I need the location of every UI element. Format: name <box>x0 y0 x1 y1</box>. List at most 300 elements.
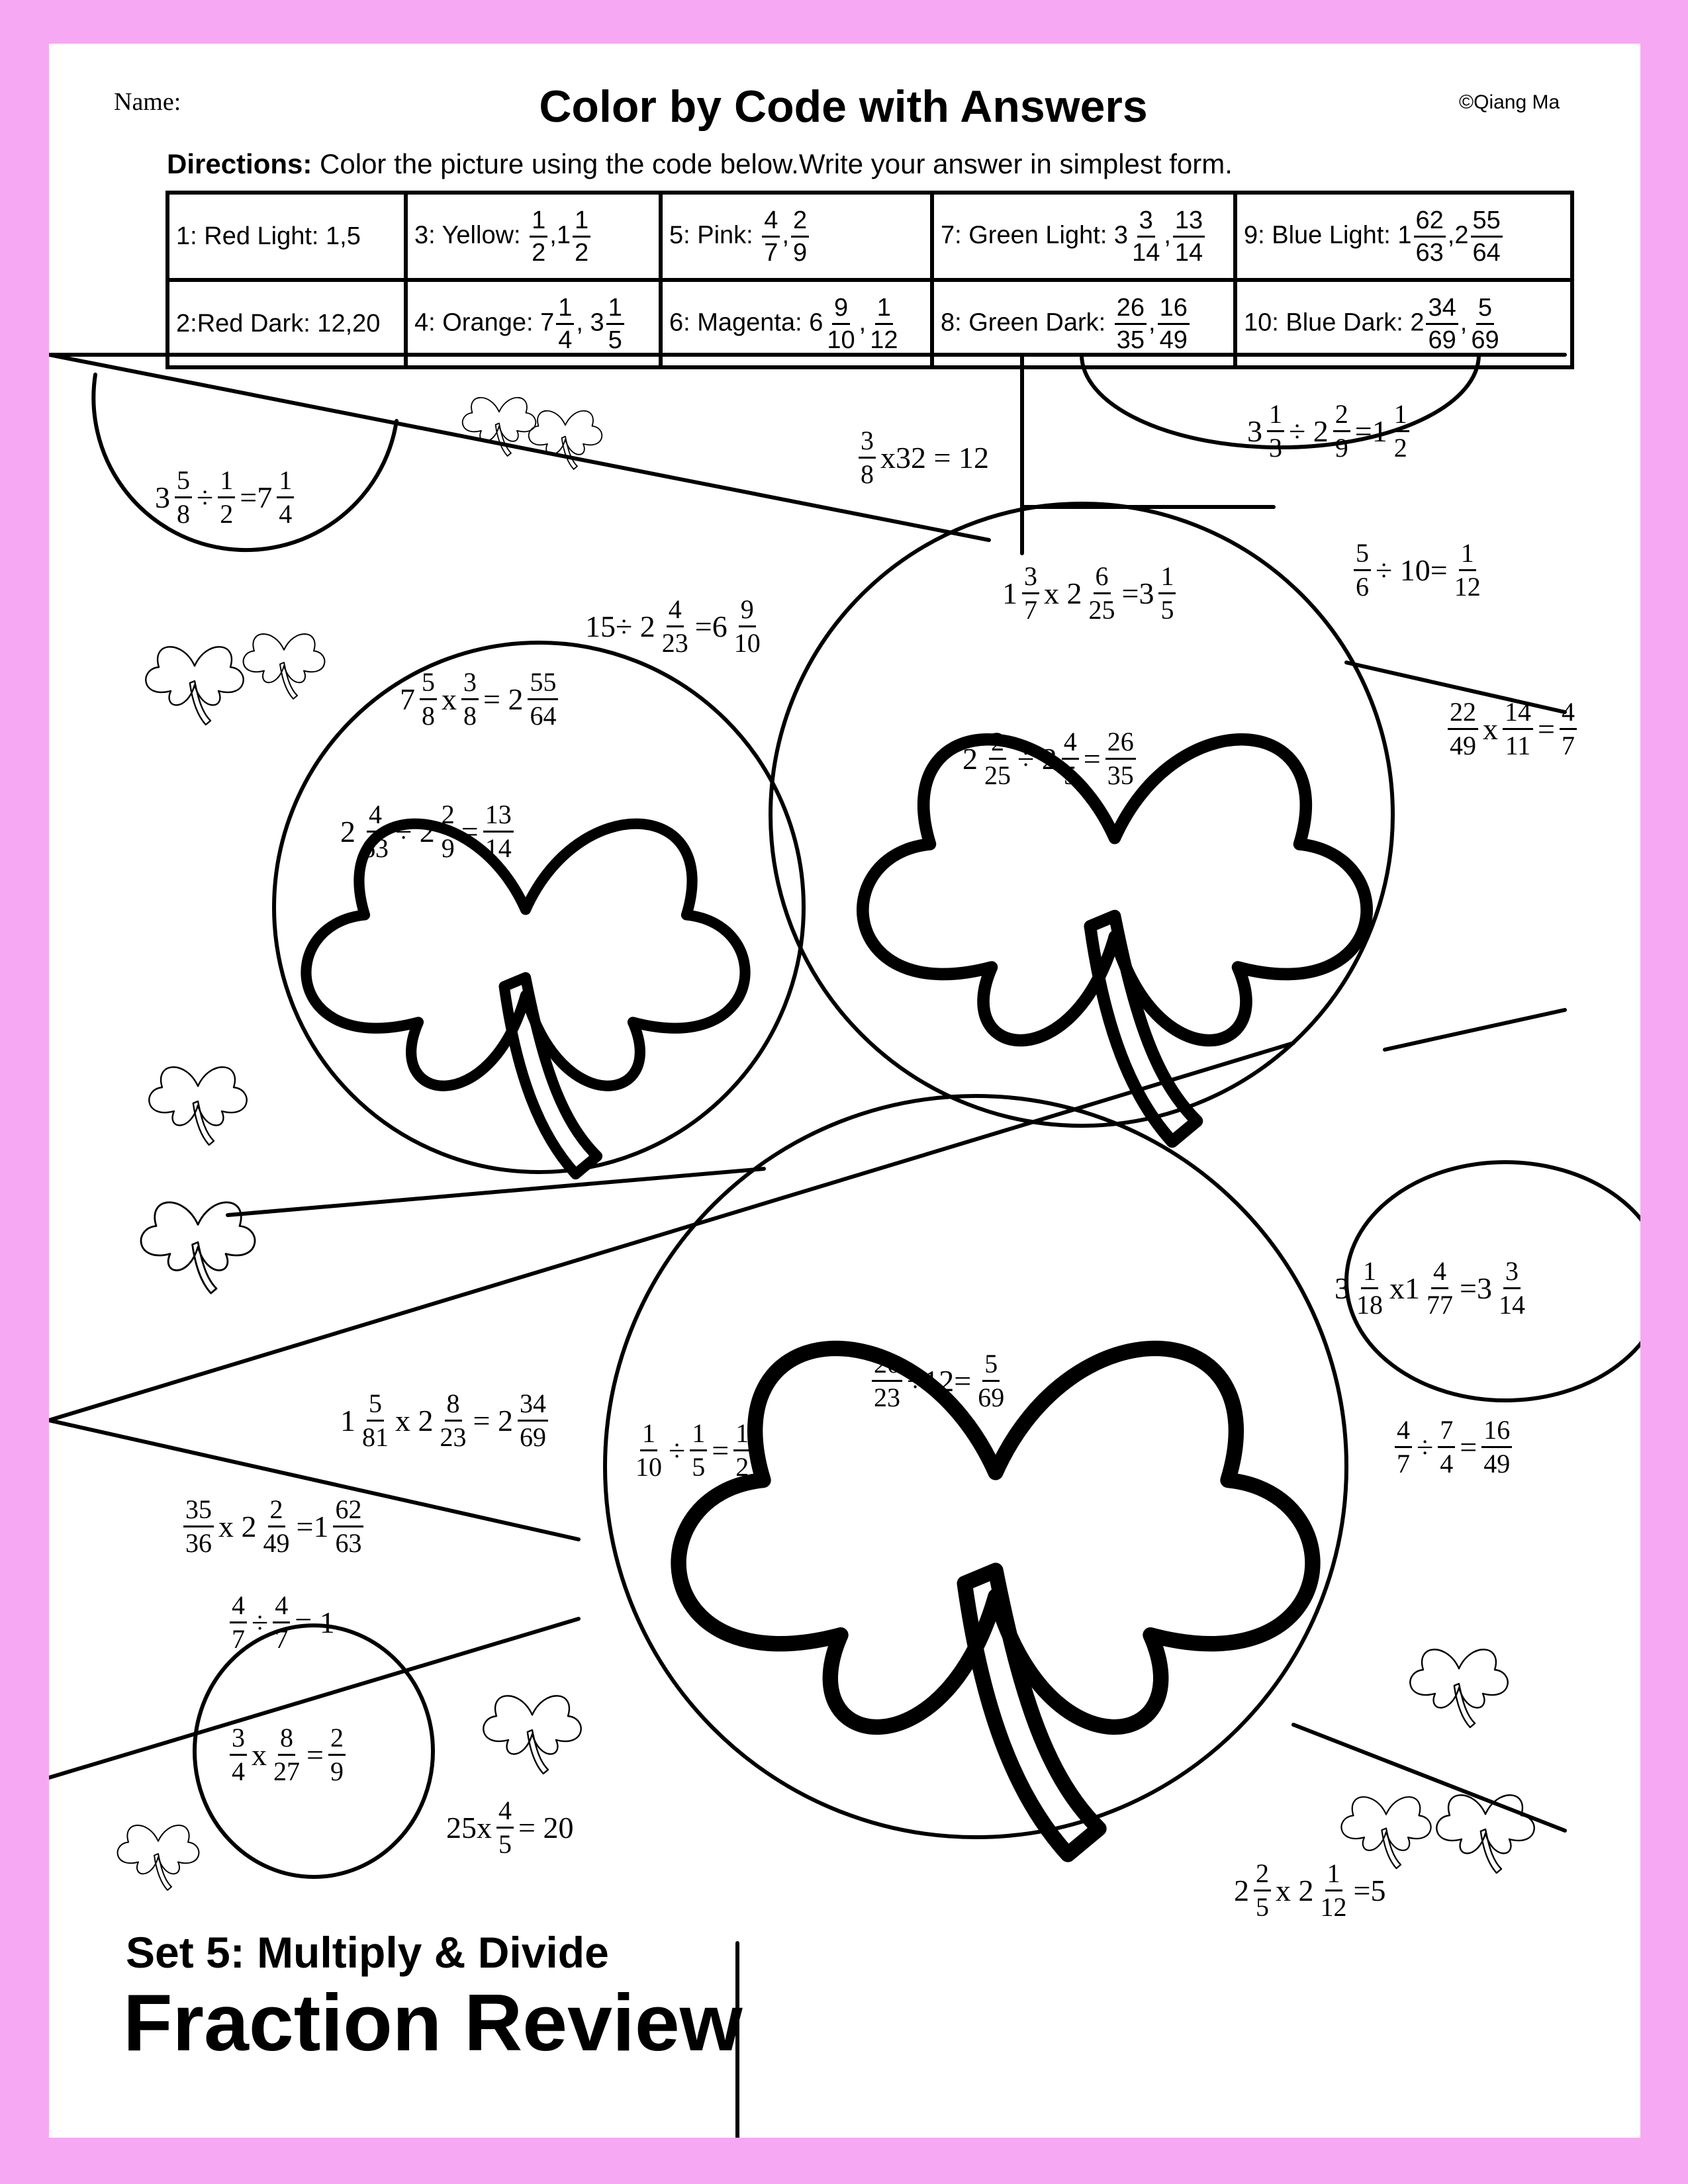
equation <box>340 801 516 862</box>
equation <box>1247 401 1411 461</box>
numerator: 4 <box>1560 699 1577 730</box>
equation-text: ÷ <box>669 1433 686 1467</box>
numerator: 2 <box>268 1496 285 1527</box>
numerator: 4 <box>762 208 780 238</box>
denominator: 12 <box>870 326 898 354</box>
code-label: 4: Orange: 7 <box>414 308 555 337</box>
code-cell <box>661 280 932 367</box>
equation-text: = <box>1538 712 1555 746</box>
fraction <box>496 1797 514 1858</box>
fraction <box>1452 540 1483 600</box>
denominator: 69 <box>1471 326 1499 354</box>
fraction <box>1267 401 1284 461</box>
code-sep: ,1 <box>549 221 571 250</box>
equation-text: ÷12= <box>907 1364 972 1398</box>
equation-text: = <box>461 815 479 848</box>
denominator: 9 <box>441 833 455 863</box>
equation <box>400 669 560 729</box>
denominator: 4 <box>279 499 293 529</box>
numerator: 4 <box>367 801 384 833</box>
denominator: 64 <box>530 701 557 731</box>
denominator: 5 <box>1063 760 1077 790</box>
equation-text: ÷ <box>252 1606 269 1639</box>
denominator: 23 <box>440 1422 467 1452</box>
numerator: 4 <box>1062 729 1079 760</box>
numerator: 62 <box>333 1496 363 1527</box>
denominator: 2 <box>574 238 589 267</box>
equation-text: 3 <box>1247 414 1262 448</box>
equation <box>1002 563 1178 623</box>
code-cell <box>932 193 1235 280</box>
denominator: 69 <box>519 1422 546 1452</box>
equation-text: ÷ 10= <box>1376 553 1448 587</box>
denominator: 9 <box>793 238 808 267</box>
equation-text: x 2 <box>1044 576 1082 610</box>
equation-text: =5 <box>1353 1874 1386 1907</box>
fraction <box>1426 295 1458 353</box>
numerator: 2 <box>1254 1860 1271 1891</box>
equation-text: 1 <box>340 1404 355 1437</box>
denominator: 8 <box>861 459 874 489</box>
equation <box>1335 1258 1529 1318</box>
small-shamrock <box>483 1696 581 1774</box>
denominator: 49 <box>1483 1449 1511 1479</box>
denominator: 9 <box>1335 433 1348 463</box>
equation-text: x <box>252 1738 267 1772</box>
numerator: 1 <box>556 295 574 325</box>
numerator: 55 <box>528 669 558 700</box>
code-cell <box>1235 193 1572 280</box>
code-label: 8: Green Dark: <box>941 308 1113 337</box>
denominator: 10 <box>827 326 855 354</box>
equation-text: ÷ 2 <box>395 815 435 848</box>
numerator: 3 <box>1022 563 1039 594</box>
name-label: Name: <box>114 88 181 116</box>
equation <box>340 1390 550 1451</box>
fraction <box>606 295 624 353</box>
denominator: 5 <box>1256 1892 1269 1922</box>
code-label: 3: Yellow: <box>414 221 528 250</box>
denominator: 2 <box>532 238 546 267</box>
numerator: 1 <box>530 208 547 238</box>
numerator: 35 <box>183 1496 214 1527</box>
numerator: 1 <box>218 467 235 498</box>
numerator: 13 <box>1173 208 1205 238</box>
fraction <box>271 1725 302 1785</box>
numerator: 3 <box>461 669 479 700</box>
equation <box>446 1797 573 1858</box>
equation-text: 15÷ 2 <box>585 610 655 643</box>
equation-text: x32 = 12 <box>880 441 989 475</box>
set-title: Set 5: Multiply & Divide <box>126 1928 609 1977</box>
fraction <box>530 208 547 265</box>
small-shamrock <box>118 1825 199 1890</box>
directions-label: Directions: <box>167 148 312 179</box>
numerator: 3 <box>1137 208 1155 238</box>
equation-text: = 2 <box>483 682 524 716</box>
numerator: 14 <box>1503 699 1533 730</box>
denominator: 8 <box>422 701 435 731</box>
fraction <box>976 1351 1006 1411</box>
equation-text: x1 <box>1389 1271 1420 1305</box>
fraction <box>1469 295 1501 353</box>
equation-text: 2 <box>962 742 978 776</box>
numerator: 2 <box>791 208 809 238</box>
equation-text: = <box>1460 1430 1477 1464</box>
numerator: 1 <box>606 295 624 325</box>
denominator: 49 <box>1450 731 1476 760</box>
equation-text: = <box>712 1433 729 1467</box>
copyright: ©Qiang Ma <box>1459 91 1560 113</box>
numerator: 1 <box>640 1420 657 1451</box>
numerator: 8 <box>445 1390 462 1422</box>
fraction <box>1022 563 1039 623</box>
fraction <box>440 801 457 862</box>
fraction <box>1105 729 1136 789</box>
denominator: 14 <box>1498 1290 1525 1320</box>
denominator: 8 <box>463 701 477 731</box>
denominator: 10 <box>635 1452 662 1482</box>
denominator: 14 <box>1174 238 1203 267</box>
code-sep: , <box>782 221 789 250</box>
fraction <box>1319 1860 1349 1921</box>
main-title: Fraction Review <box>123 1978 743 2068</box>
fraction <box>633 1420 664 1480</box>
equation <box>1234 1860 1385 1921</box>
equation-text: x 2 <box>395 1404 434 1437</box>
fraction <box>872 1351 902 1411</box>
numerator: 5 <box>982 1351 1000 1382</box>
code-cell <box>406 193 661 280</box>
equation-text: 7 <box>400 682 415 716</box>
equation <box>962 729 1138 789</box>
denominator: 4 <box>1440 1449 1454 1479</box>
denominator: 36 <box>185 1528 212 1558</box>
numerator: 1 <box>1361 1258 1378 1289</box>
shamrock-left <box>306 824 745 1174</box>
numerator: 4 <box>1395 1417 1412 1448</box>
denominator: 63 <box>1415 238 1444 267</box>
small-shamrock <box>146 647 243 725</box>
fraction <box>1481 1417 1512 1477</box>
fraction <box>556 295 574 353</box>
denominator: 4 <box>232 1756 245 1786</box>
code-row <box>167 280 1572 367</box>
numerator: 2 <box>1333 401 1350 432</box>
denominator: 3 <box>1269 433 1282 463</box>
fraction <box>573 208 590 265</box>
fraction <box>1130 208 1162 265</box>
fraction <box>1333 401 1350 461</box>
small-shamrock <box>244 634 325 699</box>
numerator: 34 <box>1426 295 1458 325</box>
denominator: 7 <box>1024 595 1037 625</box>
equation <box>632 1420 753 1480</box>
denominator: 49 <box>263 1528 290 1558</box>
denominator: 25 <box>984 760 1011 790</box>
numerator: 9 <box>739 596 756 627</box>
fraction <box>218 467 235 527</box>
fraction <box>733 1420 751 1480</box>
denominator: 2 <box>220 499 234 529</box>
code-label: 1: Red Light: 1,5 <box>176 222 361 250</box>
denominator: 4 <box>558 326 573 354</box>
numerator: 1 <box>277 467 294 498</box>
equation-text: 2 <box>340 815 355 848</box>
fraction <box>1087 563 1117 623</box>
equation <box>1352 540 1485 600</box>
equation <box>585 596 765 657</box>
denominator: 69 <box>978 1383 1005 1412</box>
fraction <box>1392 401 1409 461</box>
fraction <box>230 1725 247 1785</box>
equation-text: =1 <box>296 1510 329 1543</box>
fraction <box>328 1725 346 1785</box>
shamrock-center <box>863 739 1366 1142</box>
denominator: 7 <box>275 1624 289 1654</box>
equation-text: 2 <box>1234 1874 1249 1907</box>
fraction <box>1158 295 1190 353</box>
equation <box>857 428 989 488</box>
code-label: 5: Pink: <box>669 221 761 250</box>
fraction <box>1438 1417 1455 1477</box>
numerator: 1 <box>1392 401 1409 432</box>
equation-text: x 2 <box>218 1510 257 1543</box>
equation-text: 3 <box>155 480 170 514</box>
fraction <box>1497 1258 1527 1318</box>
numerator: 2 <box>989 729 1006 760</box>
fraction <box>1471 208 1503 265</box>
code-sep: , <box>1149 308 1156 337</box>
code-cell <box>406 280 661 367</box>
equation-text: ÷ 2 <box>1017 742 1057 776</box>
numerator: 26 <box>1115 295 1147 325</box>
fraction <box>1448 699 1478 759</box>
denominator: 49 <box>1159 326 1188 354</box>
fraction <box>230 1592 247 1653</box>
numerator: 3 <box>1503 1258 1521 1289</box>
code-sep: , 3 <box>576 308 604 337</box>
equation-text: x <box>1483 712 1498 746</box>
worksheet-title: Color by Code with Answers <box>539 81 1148 132</box>
fraction <box>333 1496 363 1557</box>
denominator: 7 <box>1397 1449 1410 1479</box>
fraction <box>982 729 1013 789</box>
fraction <box>261 1496 292 1557</box>
denominator: 23 <box>661 628 688 658</box>
equation <box>1393 1417 1514 1477</box>
numerator: 16 <box>1158 295 1190 325</box>
denominator: 64 <box>1472 238 1501 267</box>
fraction <box>420 669 437 729</box>
equation-text: ÷ 2 <box>1289 414 1329 448</box>
numerator: 55 <box>1471 208 1503 238</box>
fraction <box>360 1390 391 1451</box>
numerator: 1 <box>573 208 590 238</box>
numerator: 4 <box>273 1592 290 1623</box>
fraction <box>825 295 857 353</box>
equation-text: =6 <box>694 610 727 643</box>
fraction <box>528 669 558 729</box>
fraction <box>461 669 479 729</box>
denominator: 2 <box>735 1452 749 1482</box>
numerator: 9 <box>832 295 850 325</box>
numerator: 22 <box>1448 699 1478 730</box>
code-sep: , <box>1460 308 1468 337</box>
code-cell <box>167 280 406 367</box>
equation-text: ÷ <box>1417 1430 1434 1464</box>
code-cell <box>1235 280 1572 367</box>
equation-text: x 2 <box>1276 1874 1314 1907</box>
denominator: 7 <box>1561 731 1575 760</box>
fraction <box>1254 1860 1271 1921</box>
numerator: 4 <box>230 1592 247 1623</box>
fraction <box>690 1420 707 1480</box>
denominator: 6 <box>1356 572 1369 602</box>
equation <box>228 1592 335 1653</box>
fraction <box>277 467 294 527</box>
denominator: 12 <box>1320 1892 1347 1922</box>
numerator: 5 <box>367 1390 384 1422</box>
numerator: 1 <box>1325 1860 1342 1891</box>
denominator: 5 <box>498 1829 512 1859</box>
denominator: 12 <box>1454 572 1481 602</box>
equation <box>228 1725 348 1785</box>
denominator: 69 <box>1428 326 1456 354</box>
equation-text: 25x <box>446 1811 492 1844</box>
code-label: 9: Blue Light: 1 <box>1244 221 1412 250</box>
directions <box>167 148 1233 180</box>
numerator: 5 <box>1354 540 1371 571</box>
equation-text: 3 <box>1335 1271 1350 1305</box>
numerator: 2 <box>328 1725 346 1756</box>
small-shamrock <box>149 1067 246 1145</box>
denominator: 5 <box>692 1452 706 1482</box>
code-cell <box>932 280 1235 367</box>
equation <box>155 467 296 527</box>
code-sep: , <box>859 308 867 337</box>
fraction <box>660 596 690 657</box>
fraction <box>732 596 763 657</box>
fraction <box>859 428 876 488</box>
denominator: 2 <box>1393 433 1407 463</box>
equation <box>870 1351 1008 1411</box>
numerator: 26 <box>1105 729 1136 760</box>
denominator: 18 <box>1356 1290 1383 1320</box>
numerator: 1 <box>733 1420 751 1451</box>
equation-text: = 1 <box>295 1606 335 1639</box>
code-label: 7: Green Light: 3 <box>941 221 1129 250</box>
equation <box>181 1496 365 1557</box>
code-cell <box>167 193 406 280</box>
code-cell <box>661 193 932 280</box>
code-row <box>167 193 1572 280</box>
denominator: 5 <box>608 326 622 354</box>
numerator: 1 <box>1158 563 1176 594</box>
denominator: 63 <box>335 1528 362 1558</box>
numerator: 1 <box>1267 401 1284 432</box>
fraction <box>1560 699 1577 759</box>
fraction <box>273 1592 290 1653</box>
fraction <box>175 467 192 527</box>
numerator: 13 <box>483 801 514 833</box>
numerator: 5 <box>1476 295 1494 325</box>
fraction <box>518 1390 548 1451</box>
fraction <box>1158 563 1176 623</box>
denominator: 25 <box>1088 595 1115 625</box>
numerator: 34 <box>518 1390 548 1422</box>
equation-text: = 20 <box>518 1811 574 1844</box>
fraction <box>183 1496 214 1557</box>
fraction <box>1425 1258 1455 1318</box>
denominator: 7 <box>764 238 778 267</box>
worksheet-page <box>49 44 1640 2138</box>
equation-text: =1 <box>1354 414 1387 448</box>
equation <box>1446 699 1579 759</box>
code-label: 2:Red Dark: 12,20 <box>176 309 381 338</box>
numerator: 4 <box>1431 1258 1448 1289</box>
fraction <box>1503 699 1533 759</box>
equation-text: ÷ <box>197 480 214 514</box>
equation-text: = <box>306 1738 324 1772</box>
fraction <box>1173 208 1205 265</box>
denominator: 35 <box>1116 326 1145 354</box>
numerator: 2 <box>440 801 457 833</box>
fraction <box>868 295 900 353</box>
equation-text: =3 <box>1460 1271 1492 1305</box>
denominator: 23 <box>874 1383 900 1412</box>
numerator: 62 <box>1414 208 1446 238</box>
denominator: 8 <box>177 499 190 529</box>
denominator: 7 <box>232 1624 245 1654</box>
denominator: 27 <box>273 1756 300 1786</box>
denominator: 10 <box>733 628 761 658</box>
fraction <box>1354 540 1371 600</box>
directions-text: Color the picture using the code below.Write your answer in simplest form. <box>312 148 1233 179</box>
numerator: 7 <box>1438 1417 1455 1448</box>
equation-text: x <box>442 682 457 716</box>
small-shamrock <box>1410 1649 1507 1727</box>
denominator: 14 <box>485 833 512 863</box>
denominator: 81 <box>362 1422 389 1452</box>
denominator: 5 <box>1160 595 1174 625</box>
fraction <box>438 1390 469 1451</box>
numerator: 4 <box>667 596 684 627</box>
numerator: 8 <box>278 1725 295 1756</box>
equation-text: =3 <box>1121 576 1154 610</box>
denominator: 63 <box>362 833 389 863</box>
fraction <box>1395 1417 1412 1477</box>
equation-text: 1 <box>1002 576 1017 610</box>
fraction <box>1414 208 1446 265</box>
code-sep: , <box>1164 221 1171 250</box>
numerator: 1 <box>1459 540 1476 571</box>
color-code-table <box>165 191 1574 369</box>
fraction <box>360 801 391 862</box>
numerator: 3 <box>230 1725 247 1756</box>
equation-text: =7 <box>240 480 273 514</box>
fraction <box>1062 729 1079 789</box>
small-shamrock <box>1436 1795 1534 1873</box>
numerator: 5 <box>420 669 437 700</box>
numerator: 5 <box>175 467 192 498</box>
small-shamrock <box>1341 1797 1430 1868</box>
numerator: 1 <box>875 295 893 325</box>
numerator: 4 <box>496 1797 514 1829</box>
numerator: 6 <box>1094 563 1111 594</box>
numerator: 1 <box>690 1420 707 1451</box>
denominator: 9 <box>330 1756 344 1786</box>
